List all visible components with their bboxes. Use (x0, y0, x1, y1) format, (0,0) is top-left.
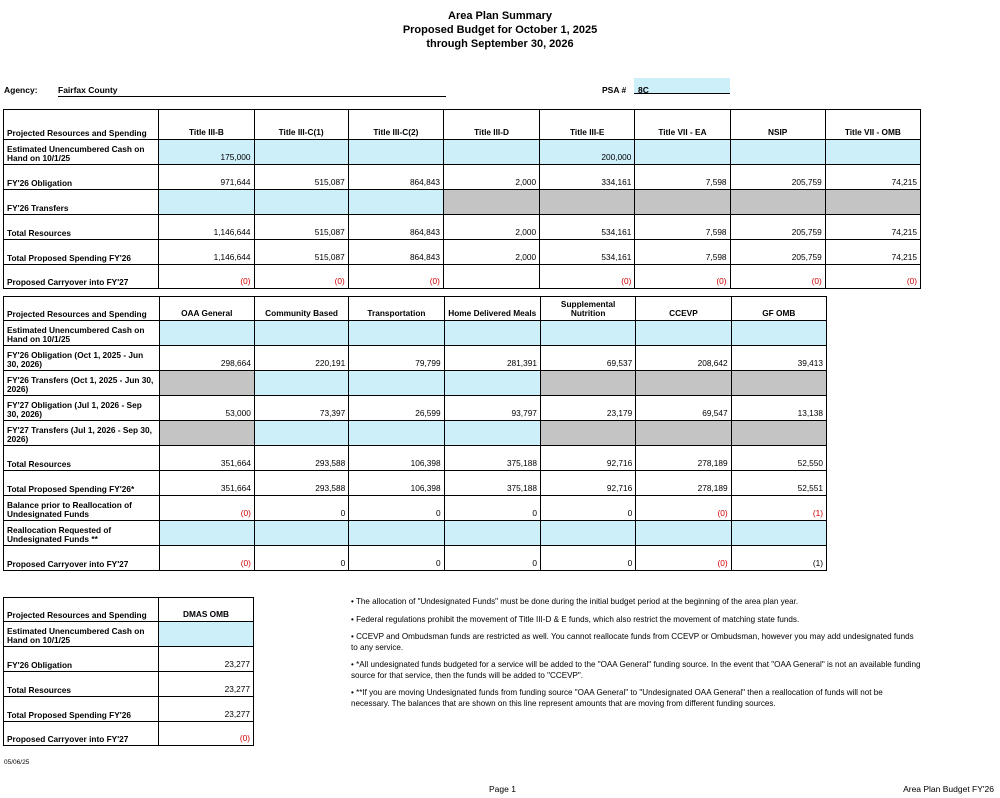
note-item: • Federal regulations prohibit the movement of Title III-D & E funds, which also restrict the movement of matching state funds. (351, 614, 800, 624)
value-cell: 864,843 (348, 215, 443, 240)
input-cell[interactable] (444, 321, 540, 346)
value-cell: (0) (254, 265, 348, 289)
table-row (4, 346, 827, 371)
value-cell: 278,189 (636, 471, 731, 496)
table-row (4, 140, 921, 165)
table-row (4, 371, 827, 396)
row-label: Balance prior to Reallocation of Undesignated Funds (4, 496, 160, 521)
column-header: Title VII - EA (635, 110, 730, 140)
value-cell: 515,087 (254, 240, 348, 265)
row-label: FY'26 Transfers (Oct 1, 2025 - Jun 30, 2026) (4, 371, 160, 396)
value-cell: 52,550 (731, 446, 826, 471)
table-row (4, 446, 827, 471)
value-cell: 864,843 (348, 165, 443, 190)
value-cell: 351,664 (159, 471, 254, 496)
value-cell: 92,716 (540, 471, 635, 496)
value-cell: 205,759 (730, 165, 825, 190)
note-item: • **If you are moving Undesignated funds from funding source "OAA General" to "Undesignated OAA General" then a reallocation of funds will not be necessary. The balances that are shown on this line represent amounts that are moving from different funding sources. (351, 688, 883, 708)
report-title: Area Plan Summary (448, 10, 552, 22)
value-cell (159, 371, 254, 396)
value-cell: 2,000 (443, 215, 539, 240)
note-item: • CCEVP and Ombudsman funds are restricted as well. You cannot reallocate funds from CCEVP or Ombudsman, however you may add undesignated funds to any service. (351, 632, 914, 652)
input-cell[interactable] (159, 622, 254, 647)
input-cell[interactable] (254, 321, 348, 346)
value-cell (731, 421, 826, 446)
value-cell (159, 421, 254, 446)
row-label: Total Proposed Spending FY'26 (4, 240, 159, 265)
table-row (4, 496, 827, 521)
row-label: FY'26 Obligation (Oct 1, 2025 - Jun 30, 2026) (4, 346, 160, 371)
value-cell: 971,644 (159, 165, 254, 190)
value-cell: 864,843 (348, 240, 443, 265)
column-header: Supplemental Nutrition (540, 297, 635, 321)
table-row (4, 321, 827, 346)
value-cell: 278,189 (636, 446, 731, 471)
value-cell (540, 421, 635, 446)
value-cell: (0) (159, 265, 254, 289)
footer-date: 05/06/25 (4, 759, 30, 766)
input-cell[interactable] (444, 421, 540, 446)
value-cell: 7,598 (635, 165, 730, 190)
value-cell: 74,215 (825, 215, 920, 240)
value-cell: 0 (540, 546, 635, 571)
value-cell: 1,146,644 (159, 215, 254, 240)
value-cell: (1) (731, 496, 826, 521)
table-row (4, 165, 921, 190)
table-row (4, 622, 254, 647)
value-cell: 515,087 (254, 165, 348, 190)
row-label: Total Resources (4, 446, 160, 471)
table-row (4, 396, 827, 421)
input-cell[interactable] (636, 521, 731, 546)
column-header: OAA General (159, 297, 254, 321)
input-cell[interactable] (159, 190, 254, 215)
value-cell: (0) (636, 496, 731, 521)
value-cell: 106,398 (349, 446, 444, 471)
value-cell: (0) (635, 265, 730, 289)
value-cell: 106,398 (349, 471, 444, 496)
value-cell (443, 190, 539, 215)
row-label: FY'26 Obligation (4, 165, 159, 190)
column-header: NSIP (730, 110, 825, 140)
value-cell: 0 (349, 496, 444, 521)
input-cell[interactable] (444, 521, 540, 546)
table-row (4, 240, 921, 265)
value-cell: 23,277 (159, 647, 254, 672)
value-cell: 23,277 (159, 672, 254, 697)
value-cell: 93,797 (444, 396, 540, 421)
column-header: GF OMB (731, 297, 826, 321)
value-cell: 74,215 (825, 165, 920, 190)
input-cell[interactable]: 200,000 (540, 140, 635, 165)
value-cell: 13,138 (731, 396, 826, 421)
table-row (4, 546, 827, 571)
table-row (4, 215, 921, 240)
value-cell (540, 371, 635, 396)
row-label: Total Resources (4, 215, 159, 240)
value-cell (443, 265, 539, 289)
input-cell[interactable] (159, 521, 254, 546)
row-label: FY'27 Transfers (Jul 1, 2026 - Sep 30, 2026) (4, 421, 160, 446)
value-cell: 334,161 (540, 165, 635, 190)
value-cell: 1,146,644 (159, 240, 254, 265)
column-header: Transportation (349, 297, 444, 321)
column-header: Title VII - OMB (825, 110, 920, 140)
input-cell[interactable] (349, 521, 444, 546)
row-label: Total Resources (4, 672, 159, 697)
table-row (4, 647, 254, 672)
note-item: • The allocation of "Undesignated Funds" must be done during the initial budget period at the beginning of the area plan year. (351, 597, 799, 606)
input-cell[interactable] (348, 140, 443, 165)
row-label: Estimated Unencumbered Cash on Hand on 10/1/25 (4, 622, 159, 647)
row-label: Proposed Carryover into FY'27 (4, 265, 159, 289)
input-cell[interactable] (254, 421, 348, 446)
input-cell[interactable] (254, 190, 348, 215)
value-cell: 205,759 (730, 215, 825, 240)
value-cell: (0) (825, 265, 920, 289)
input-cell[interactable]: 175,000 (159, 140, 254, 165)
row-label: FY'26 Transfers (4, 190, 159, 215)
column-header: Community Based (254, 297, 348, 321)
input-cell[interactable] (443, 140, 539, 165)
notes (351, 597, 921, 716)
value-cell: 534,161 (540, 215, 635, 240)
input-cell[interactable] (349, 421, 444, 446)
table-row (4, 265, 921, 289)
dmas-omb-table (3, 597, 254, 746)
state-funds-table (3, 296, 827, 571)
value-cell (730, 190, 825, 215)
table-row (4, 190, 921, 215)
column-header: Title III-B (159, 110, 254, 140)
input-cell[interactable] (825, 140, 920, 165)
report-subtitle: Proposed Budget for October 1, 2025 (402, 24, 598, 36)
value-cell: 0 (444, 546, 540, 571)
table-corner-label: Projected Resources and Spending (4, 297, 160, 321)
value-cell: 52,551 (731, 471, 826, 496)
value-cell: 73,397 (254, 396, 348, 421)
table-row (4, 521, 827, 546)
value-cell (731, 371, 826, 396)
agency-label: Agency: (4, 85, 38, 95)
value-cell: 293,588 (254, 446, 348, 471)
value-cell: 0 (254, 496, 348, 521)
input-cell[interactable] (540, 521, 635, 546)
value-cell: (0) (636, 546, 731, 571)
footer-page-number: Page 1 (489, 784, 516, 794)
row-label: Estimated Unencumbered Cash on Hand on 10/1/25 (4, 140, 159, 165)
row-label: FY'26 Obligation (4, 647, 159, 672)
value-cell: 39,413 (731, 346, 826, 371)
row-label: Total Proposed Spending FY'26 (4, 697, 159, 722)
value-cell (540, 190, 635, 215)
input-cell[interactable] (349, 371, 444, 396)
row-label: FY'27 Obligation (Jul 1, 2026 - Sep 30, 2026) (4, 396, 160, 421)
footer-doc-name: Area Plan Budget FY'26 (903, 784, 994, 794)
value-cell: 220,191 (254, 346, 348, 371)
column-header: CCEVP (636, 297, 731, 321)
value-cell: 515,087 (254, 215, 348, 240)
value-cell: (0) (730, 265, 825, 289)
column-header: Title III-C(2) (348, 110, 443, 140)
row-label: Proposed Carryover into FY'27 (4, 722, 159, 746)
input-cell[interactable] (159, 321, 254, 346)
value-cell: 23,277 (159, 697, 254, 722)
note-item: • *All undesignated funds budgeted for a service will be added to the "OAA General" funding source. In the event that "OAA General" is not an available funding source for that service, then the funds will be added to "CCEVP". (351, 660, 921, 680)
value-cell: 7,598 (635, 240, 730, 265)
input-cell[interactable] (635, 140, 730, 165)
row-label: Total Proposed Spending FY'26* (4, 471, 160, 496)
report-period: through September 30, 2026 (426, 38, 574, 50)
value-cell: 205,759 (730, 240, 825, 265)
input-cell[interactable] (444, 371, 540, 396)
value-cell: (0) (540, 265, 635, 289)
table-row (4, 672, 254, 697)
value-cell: 69,547 (636, 396, 731, 421)
value-cell (825, 190, 920, 215)
row-label: Estimated Unencumbered Cash on Hand on 10/1/25 (4, 321, 160, 346)
value-cell: 375,188 (444, 471, 540, 496)
value-cell: 2,000 (443, 165, 539, 190)
value-cell: 7,598 (635, 215, 730, 240)
row-label: Reallocation Requested of Undesignated Funds ** (4, 521, 160, 546)
value-cell: (1) (731, 546, 826, 571)
column-header: Title III-D (443, 110, 539, 140)
value-cell: (0) (348, 265, 443, 289)
table-row (4, 471, 827, 496)
input-cell[interactable] (254, 140, 348, 165)
title-funds-table (3, 109, 921, 289)
value-cell: 0 (444, 496, 540, 521)
table-row (4, 722, 254, 746)
value-cell (636, 421, 731, 446)
input-cell[interactable] (731, 321, 826, 346)
column-header: Home Delivered Meals (444, 297, 540, 321)
value-cell: 208,642 (636, 346, 731, 371)
value-cell: 375,188 (444, 446, 540, 471)
column-header: DMAS OMB (159, 598, 254, 622)
input-cell[interactable] (540, 321, 635, 346)
value-cell: 298,664 (159, 346, 254, 371)
value-cell: 23,179 (540, 396, 635, 421)
input-cell[interactable] (730, 140, 825, 165)
value-cell: 74,215 (825, 240, 920, 265)
table-row (4, 421, 827, 446)
value-cell: 0 (349, 546, 444, 571)
value-cell: 534,161 (540, 240, 635, 265)
value-cell: 0 (540, 496, 635, 521)
value-cell: 79,799 (349, 346, 444, 371)
psa-label: PSA # (602, 85, 627, 95)
value-cell: 2,000 (443, 240, 539, 265)
table-corner-label: Projected Resources and Spending (4, 110, 159, 140)
psa-input[interactable]: 8C (634, 78, 730, 94)
value-cell: 281,391 (444, 346, 540, 371)
value-cell: (0) (159, 722, 254, 746)
input-cell[interactable] (731, 521, 826, 546)
value-cell: (0) (159, 496, 254, 521)
value-cell: (0) (159, 546, 254, 571)
table-row (4, 697, 254, 722)
input-cell[interactable] (349, 321, 444, 346)
value-cell: 26,599 (349, 396, 444, 421)
input-cell[interactable] (254, 371, 348, 396)
value-cell: 69,537 (540, 346, 635, 371)
value-cell (635, 190, 730, 215)
column-header: Title III-E (540, 110, 635, 140)
value-cell: 351,664 (159, 446, 254, 471)
agency-value: Fairfax County (58, 85, 446, 97)
row-label: Proposed Carryover into FY'27 (4, 546, 160, 571)
value-cell: 53,000 (159, 396, 254, 421)
value-cell: 293,588 (254, 471, 348, 496)
value-cell: 92,716 (540, 446, 635, 471)
value-cell: 0 (254, 546, 348, 571)
input-cell[interactable] (348, 190, 443, 215)
input-cell[interactable] (636, 321, 731, 346)
table-corner-label: Projected Resources and Spending (4, 598, 159, 622)
column-header: Title III-C(1) (254, 110, 348, 140)
input-cell[interactable] (254, 521, 348, 546)
value-cell (636, 371, 731, 396)
